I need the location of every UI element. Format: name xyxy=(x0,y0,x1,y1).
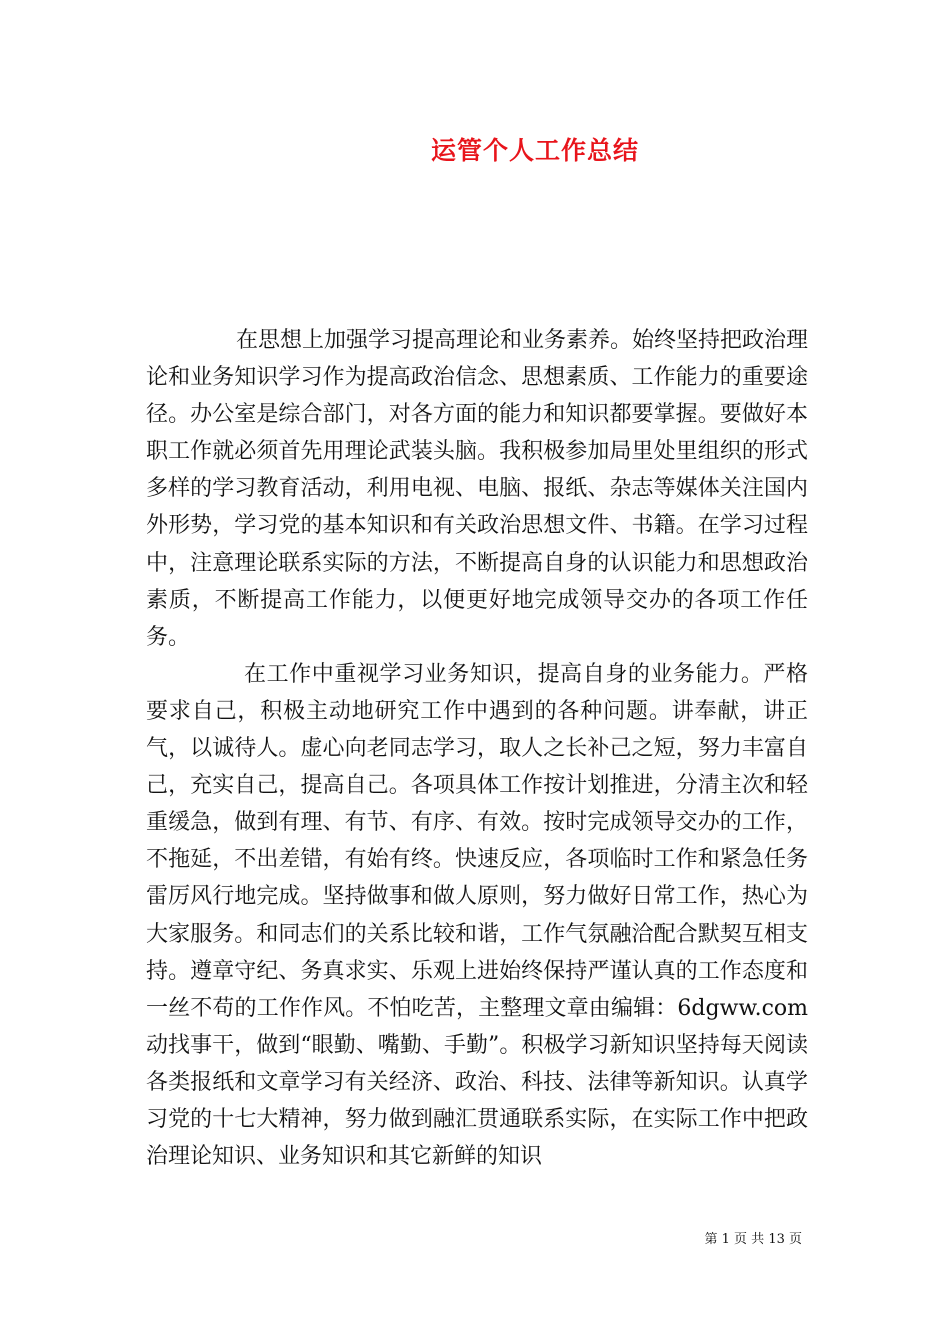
document-body xyxy=(146,322,808,1175)
paragraph-2: 在工作中重视学习业务知识，提高自身的业务能力。严格要求自己，积极主动地研究工作中遇到的各种问题。讲奉献，讲正气，以诚待人。虚心向老同志学习，取人之长补己之短，努力丰富自己，充实自己，提高自己。各项具体工作按计划推进，分清主次和轻重缓急，做到有理、有节、有序、有效。按时完成领导交办的工作，不拖延，不出差错，有始有终。快速反应，各项临时工作和紧急任务雷厉风行地完成。坚持做事和做人原则，努力做好日常工作，热心为大家服务。和同志们的关系比较和谐，工作气氛融洽配合默契互相支持。遵章守纪、务真求实、乐观上进始终保持严谨认真的工作态度和一丝不苟的工作作风。不怕吃苦，主整理文章由编辑：6dgww.com动找事干，做到“眼勤、嘴勤、手勤”。积极学习新知识坚持每天阅读各类报纸和文章学习有关经济、政治、科技、法律等新知识。认真学习党的十七大精神，努力做到融汇贯通联系实际，在实际工作中把政治理论知识、业务知识和其它新鲜的知识 xyxy=(146,661,808,1170)
paragraph-1: 在思想上加强学习提高理论和业务素养。始终坚持把政治理论和业务知识学习作为提高政治信念、思想素质、工作能力的重要途径。办公室是综合部门，对各方面的能力和知识都要掌握。要做好本职工作就必须首先用理论武装头脑。我积极参加局里处里组织的形式多样的学习教育活动，利用电视、电脑、报纸、杂志等媒体关注国内外形势，学习党的基本知识和有关政治思想文件、书籍。在学习过程中，注意理论联系实际的方法，不断提高自身的认识能力和思想政治素质，不断提高工作能力，以便更好地完成领导交办的各项工作任务。 xyxy=(146,328,809,650)
document-title: 运管个人工作总结 xyxy=(430,136,639,165)
page-number-footer: 第 1 页 共 13 页 xyxy=(704,1232,802,1247)
